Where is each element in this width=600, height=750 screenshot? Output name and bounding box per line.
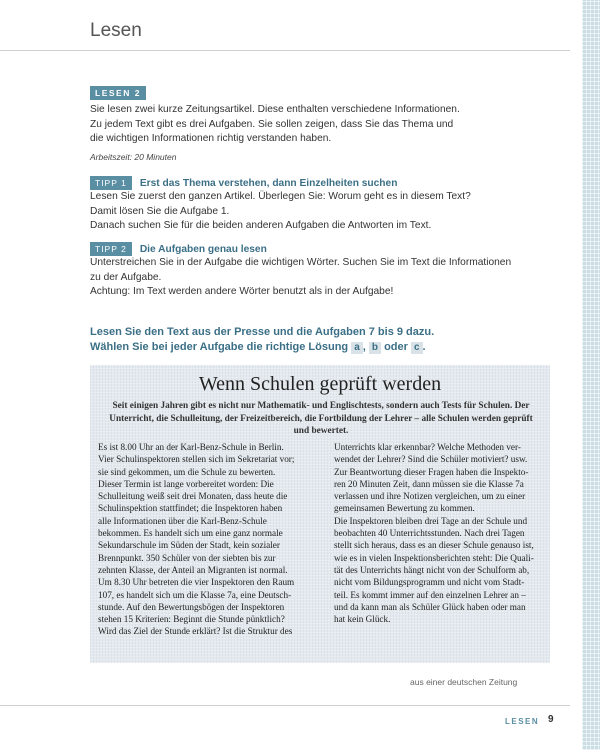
tip-line: zu der Aufgabe.: [90, 271, 162, 283]
option-b-label: b: [369, 342, 381, 354]
intro-line: Sie lesen zwei kurze Zeitungsartikel. Diese enthalten verschiedene Informationen.: [90, 104, 460, 115]
task-line-2-text: Wählen Sie bei jeder Aufgabe die richtige Lösung: [90, 341, 349, 353]
option-c-label: c: [411, 342, 423, 354]
tip-1-title: Erst das Thema verstehen, dann Einzelheiten suchen: [139, 178, 398, 189]
section-title: Lesen: [90, 20, 142, 41]
task-instruction: [90, 325, 560, 355]
article-lead: Seit einigen Jahren gibt es nicht nur Mathematik- und Englischtests, sondern auch Tests für Schulen. Der Unterricht, die Schulleitung, der Freizeitbereich, die Fortbildung der Lehrer – alle Schulen werden geprüft und bewertet.: [109, 401, 533, 437]
exercise-badge: LESEN 2: [90, 86, 146, 100]
article-column-right: Unterrichts klar erkennbar? Welche Methoden ver- wendet der Lehrer? Sind die Schüler motiviert? usw. Zur Beantwortung dieser Fragen haben die Inspekto- ren 20 Minuten Zeit, dann müssen sie die Klasse 7a verlassen und ihre Notizen vergleichen, um zu einer gemeinsamen Bewertung zu kommen. Die Inspektoren bleiben drei Tage an der Schule und beobachten 40 Unterrichtsstunden. Nach drei Tagen stellt sich heraus, dass es an dieser Schule genauso ist, wie es in vielen Inspektionsberichten steht: Die Quali- tät des Unterrichts hängt nicht von der Schulform ab, nicht vom Bildungsprogramm und nicht vom Stadt- teil. Es kommt immer auf den einzelnen Lehrer an – und da kann man als Schüler Glück haben oder man hat kein Glück.: [334, 442, 534, 625]
tip-1-heading: [90, 176, 397, 191]
work-time: Arbeitszeit: 20 Minuten: [90, 151, 177, 162]
article-column-left: Es ist 8.00 Uhr an der Karl-Benz-Schule in Berlin. Vier Schulinspektoren stellen sich im Sekretariat vor; sie sind gekommen, um die Schule zu bewerten. Dieser Termin ist lange vorbereitet worden: Die Schulleitung weiß seit drei Monaten, dass heute die Schulinspektion stattfindet; die Inspektoren haben alle Informationen über die Karl-Benz-Schule bekommen. Es handelt sich um eine ganz normale Sekundarschule im Süden der Stadt, kein sozialer Brennpunkt. 350 Schüler von der siebten bis zur zehnten Klasse, der Anteil an Migranten ist normal. Um 8.30 Uhr betreten die vier Inspektoren den Raum 107, es handelt sich um die Klasse 7a, eine Deutsch- stunde. Auf den Bewertungsbögen der Inspektoren stehen 15 Kriterien: Beginnt die Stunde pünktlich? Wird das Ziel der Stunde erklärt? Ist die Struktur des: [98, 442, 295, 637]
intro-line: Zu jedem Text gibt es drei Aufgaben. Sie sollen zeigen, dass Sie das Thema und: [90, 118, 454, 130]
tip-2-body: [90, 256, 550, 300]
footer-divider: [0, 705, 570, 706]
exercise-intro: [90, 103, 550, 164]
tip-line: Lesen Sie zuerst den ganzen Artikel. Überlegen Sie: Worum geht es in diesem Text?: [90, 191, 471, 202]
period: .: [422, 341, 426, 353]
tip-1-badge: TIPP 1: [90, 176, 132, 190]
option-a-label: a: [351, 342, 363, 354]
tip-2-title: Die Aufgaben genau lesen: [139, 244, 267, 255]
tip-1-body: [90, 190, 550, 234]
tip-line: Unterstreichen Sie in der Aufgabe die wichtigen Wörter. Suchen Sie im Text die Informationen: [90, 257, 512, 268]
tip-2-heading: [90, 242, 267, 257]
decorative-side-strip: [582, 0, 600, 750]
tip-line: Achtung: Im Text werden andere Wörter benutzt als in der Aufgabe!: [90, 286, 394, 297]
page-number: 9: [548, 714, 554, 725]
tip-line: Damit lösen Sie die Aufgabe 1.: [90, 205, 230, 217]
header-divider: [0, 50, 570, 51]
comma: ,: [362, 341, 369, 353]
tip-line: Danach suchen Sie für die beiden anderen Aufgaben die Antworten im Text.: [90, 220, 432, 231]
intro-line: die wichtigen Informationen richtig verstanden haben.: [90, 133, 332, 144]
tip-2-badge: TIPP 2: [90, 242, 132, 256]
footer-section-label: LESEN: [505, 717, 540, 726]
task-line-2: [90, 340, 560, 355]
newspaper-article: [90, 365, 550, 663]
article-title: Wenn Schulen geprüft werden: [198, 373, 442, 395]
task-line-1: Lesen Sie den Text aus der Presse und die Aufgaben 7 bis 9 dazu.: [90, 326, 435, 338]
word-oder: oder: [384, 341, 408, 353]
article-source: aus einer deutschen Zeitung: [410, 677, 518, 687]
